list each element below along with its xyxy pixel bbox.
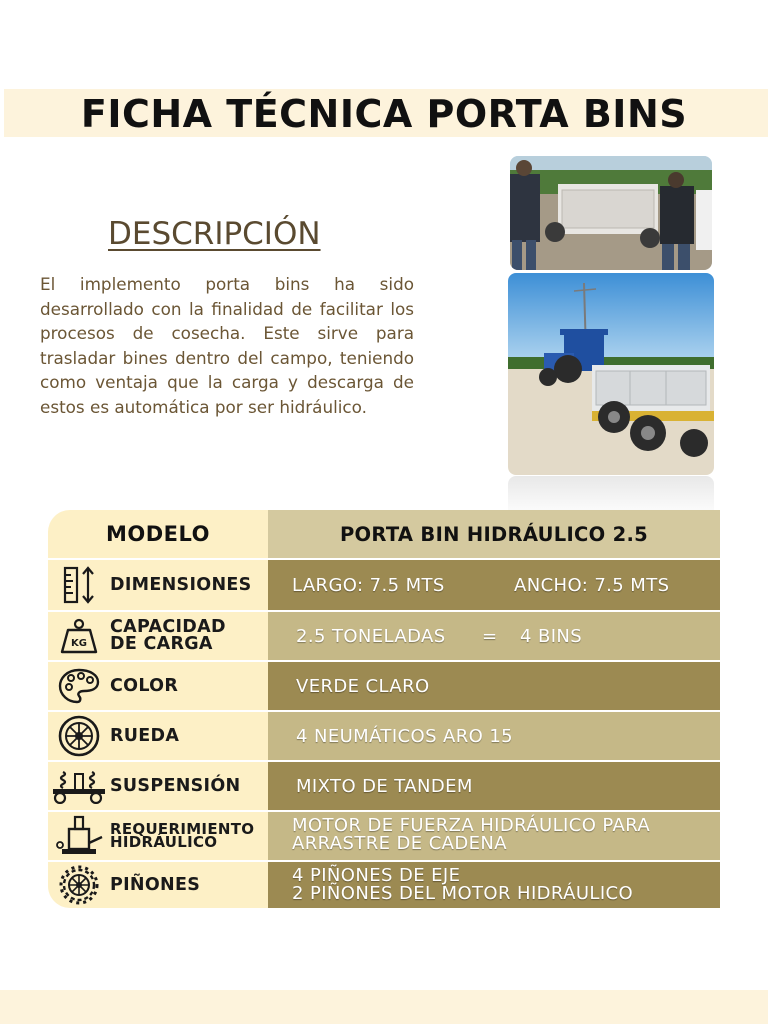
weight-kg-icon [48, 617, 110, 655]
suspension-label: SUSPENSIÓN [110, 775, 241, 796]
pinones-value-line1: 4 PIÑONES DE EJE [292, 865, 461, 886]
hidraulico-value [292, 817, 650, 853]
capacidad-value: 2.5 TONELADAS [296, 625, 446, 647]
rueda-value: 4 NEUMÁTICOS ARO 15 [296, 725, 514, 747]
spec-table [48, 510, 720, 908]
capacidad-label-line2: DE CARGA [110, 634, 213, 654]
hidraulico-label [110, 820, 255, 851]
dimensiones-label: DIMENSIONES [110, 574, 252, 595]
hydraulic-jack-icon [48, 815, 110, 857]
ruler-icon [48, 566, 110, 604]
model-label: MODELO [105, 522, 210, 546]
photo-workers-loading-bins [510, 156, 712, 270]
rueda-label: RUEDA [110, 725, 180, 746]
pinones-value [292, 867, 633, 903]
footer-band [0, 990, 768, 1024]
model-value: PORTA BIN HIDRÁULICO 2.5 [339, 522, 649, 546]
weight-icon-text: KG [71, 638, 87, 649]
pinones-value-line2: 2 PIÑONES DEL MOTOR HIDRÁULICO [292, 883, 634, 904]
hidraulico-label-line1: REQUERIMIENTO [110, 820, 255, 838]
pinones-label: PIÑONES [110, 874, 201, 895]
capacidad-label [110, 619, 226, 653]
hidraulico-label-line2: HIDRÁULICO [110, 833, 218, 851]
table-row-dimensiones [48, 560, 720, 610]
photo-tractor-porta-bins [508, 273, 714, 475]
table-row-rueda [48, 712, 720, 760]
suspension-value: MIXTO DE TANDEM [296, 775, 473, 797]
largo-value: LARGO: 7.5 MTS [292, 574, 445, 596]
table-row-pinones [48, 862, 720, 908]
ancho-value: ANCHO: 7.5 MTS [514, 574, 670, 596]
table-row-suspension [48, 762, 720, 810]
color-value: VERDE CLARO [296, 675, 430, 697]
table-row-color [48, 662, 720, 710]
capacidad-label-line1: CAPACIDAD [110, 617, 226, 637]
hidraulico-value-line2: ARRASTRE DE CADENA [292, 833, 507, 854]
color-label: COLOR [110, 675, 179, 696]
table-header-row [48, 510, 720, 558]
palette-icon [48, 667, 110, 705]
table-row-capacidad [48, 612, 720, 660]
page-title: FICHA TÉCNICA PORTA BINS [80, 92, 688, 136]
description-heading: DESCRIPCIÓN [108, 216, 321, 252]
hidraulico-value-line1: MOTOR DE FUERZA HIDRÁULICO PARA [292, 815, 651, 836]
description-text: El implemento porta bins ha sido desarrollado con la finalidad de facilitar los procesos de cosecha. Este sirve para trasladar bines dentro del campo, teniendo como ventaja que la carga y descarga de estos es automática por ser hidráulico. [40, 274, 414, 417]
gear-icon [48, 863, 110, 907]
table-row-hidraulico [48, 812, 720, 860]
suspension-icon [48, 768, 110, 804]
wheel-icon [48, 715, 110, 757]
capacidad-bins: 4 BINS [520, 625, 583, 647]
capacidad-equals: = [482, 625, 498, 647]
